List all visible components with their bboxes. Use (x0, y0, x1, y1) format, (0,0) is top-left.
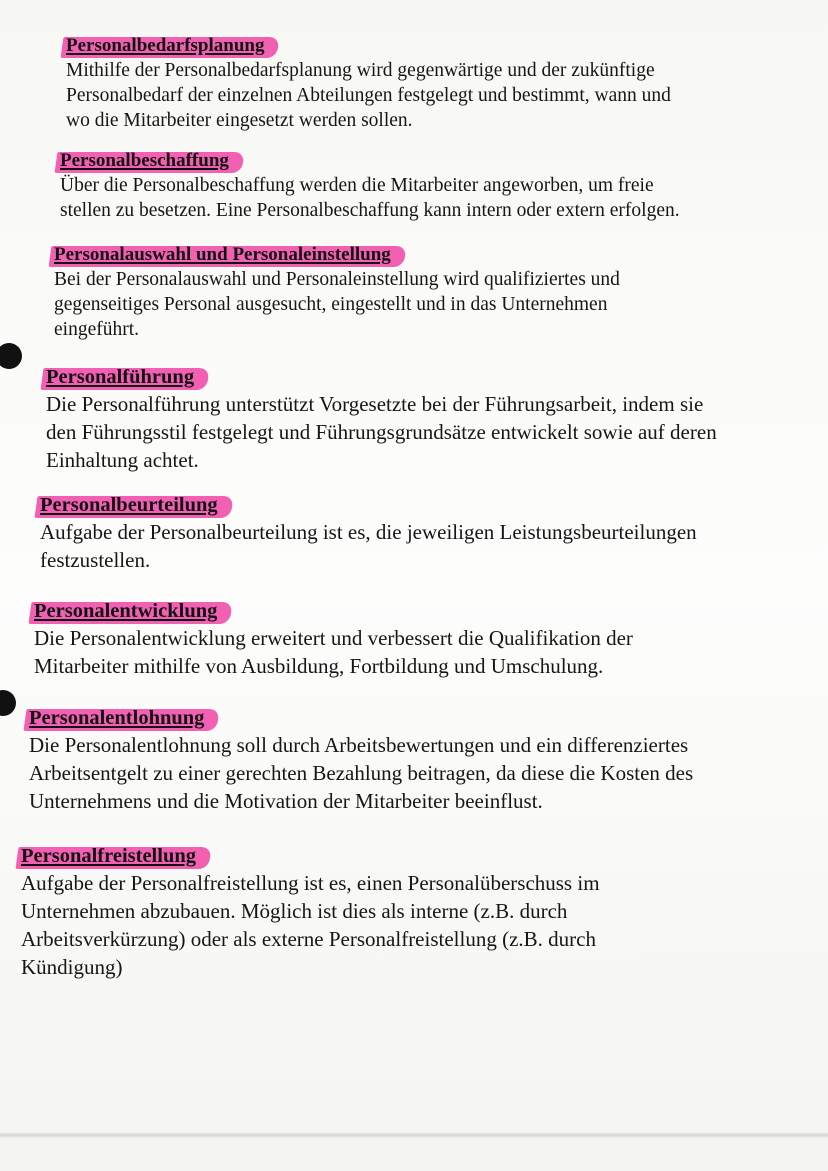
heading-highlight (40, 494, 218, 517)
section-line: Bei der Personalauswahl und Personaleinstellung wird qualifiziertes und (54, 269, 620, 290)
section-heading: Personalentlohnung (29, 707, 205, 729)
section-line: gegenseitiges Personal ausgesucht, eingestellt und in das Unternehmen (54, 294, 608, 315)
section-personalbeurteilung (40, 494, 828, 574)
section-line: Die Personalführung unterstützt Vorgesetzte bei der Führungsarbeit, indem sie (46, 392, 704, 416)
section-heading: Personalentwicklung (34, 600, 218, 622)
section-line: Personalbedarf der einzelnen Abteilungen festgelegt und bestimmt, wann und (66, 85, 671, 106)
section-heading: Personalbeschaffung (60, 150, 229, 171)
section-line: Arbeitsverkürzung) oder als externe Personalfreistellung (z.B. durch (21, 927, 596, 951)
section-line: Einhaltung achtet. (46, 448, 199, 472)
section-line: Unternehmen abzubauen. Möglich ist dies als interne (z.B. durch (21, 899, 568, 923)
section-line: Unternehmens und die Motivation der Mitarbeiter beeinflust. (29, 789, 543, 813)
heading-highlight (60, 150, 229, 172)
section-heading: Personalbedarfsplanung (66, 35, 265, 56)
paper-edge-shadow (0, 1132, 828, 1138)
section-personalbeschaffung (60, 150, 828, 223)
section-heading: Personalauswahl und Personaleinstellung (54, 244, 391, 265)
section-line: Mitarbeiter mithilfe von Ausbildung, Fortbildung und Umschulung. (34, 654, 604, 678)
heading-highlight (21, 845, 196, 868)
heading-highlight (29, 707, 204, 730)
section-heading: Personalführung (46, 366, 195, 388)
section-line: Mithilfe der Personalbedarfsplanung wird gegenwärtige und der zukünftige (66, 60, 655, 81)
section-line: den Führungsstil festgelegt und Führungsgrundsätze entwickelt sowie auf deren (46, 420, 717, 444)
section-personalfuehrung (46, 366, 828, 474)
section-line: eingeführt. (54, 319, 140, 340)
section-line: Die Personalentwicklung erweitert und verbessert die Qualifikation der (34, 626, 633, 650)
section-heading: Personalfreistellung (21, 845, 196, 867)
section-line: Die Personalentlohnung soll durch Arbeitsbewertungen und ein differenziertes (29, 733, 689, 757)
heading-highlight (54, 244, 391, 266)
section-personalauswahl (54, 244, 828, 342)
heading-highlight (66, 35, 264, 57)
heading-highlight (46, 366, 194, 389)
heading-highlight (34, 600, 217, 623)
section-line: Arbeitsentgelt zu einer gerechten Bezahlung beitragen, da diese die Kosten des (29, 761, 694, 785)
section-line: Kündigung) (21, 955, 123, 979)
section-line: stellen zu besetzen. Eine Personalbeschaffung kann intern oder extern erfolgen. (60, 200, 680, 221)
section-heading: Personalbeurteilung (40, 494, 218, 516)
section-personalfreistellung (21, 845, 811, 981)
section-line: Aufgabe der Personalfreistellung ist es, einen Personalüberschuss im (21, 871, 600, 895)
section-personalbedarfsplanung (66, 35, 828, 133)
section-line: Über die Personalbeschaffung werden die Mitarbeiter angeworben, um freie (60, 175, 654, 196)
section-line: wo die Mitarbeiter eingesetzt werden sollen. (66, 110, 413, 131)
section-personalentwicklung (34, 600, 824, 680)
section-personalentlohnung (29, 707, 819, 815)
section-line: festzustellen. (40, 548, 151, 572)
section-line: Aufgabe der Personalbeurteilung ist es, die jeweiligen Leistungsbeurteilungen (40, 520, 697, 544)
